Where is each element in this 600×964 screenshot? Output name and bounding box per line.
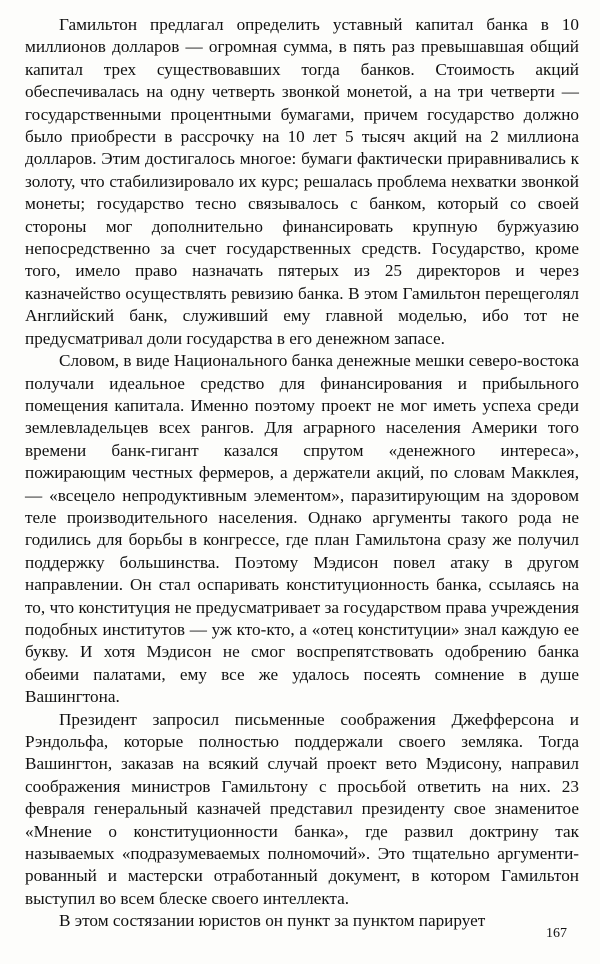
- body-text: [25, 14, 579, 933]
- paragraph-2: Словом, в виде Национального банка денежные мешки северо-востока получали идеальное средство для финансирования и прибыльного помещения капитала. Именно поэтому проект не мог иметь успеха среди землевладельцев всех рангов. Для аграрного населения Америки того времени банк-гигант казался спрутом «денежного интереса», пожирающим честных фермеров, а держатели акций, по словам Макклея, — «всецело непродуктивным элементом», паразитирующим на здоровом теле производительного населения. Однако аргументы такого рода не годились для борьбы в конгрессе, где план Гамильтона сразу же получил поддержку большинства. Поэтому Мэдисон повел атаку в другом направлении. Он стал оспаривать конституционность банка, ссылаясь на то, что конституция не предусматривает за государством права учреждения подобных институтов — уж кто-кто, а «отец конституции» знал каждую ее букву. И хотя Мэдисон не смог воспрепятствовать одобрению банка обеими палатами, ему все же удалось посеять сомнение в душе Вашингтона.: [25, 351, 579, 707]
- paragraph-4: В этом состязании юристов он пункт за пунктом парирует: [59, 911, 486, 931]
- page-number: 167: [546, 926, 567, 941]
- paragraph-1: Гамильтон предлагал определить уставный капитал банка в 10 миллионов долларов — огромная сумма, в пять раз превышавшая общий капитал трех существовавших тогда банков. Стоимость акций обеспечивалась на одну четверть звонкой монетой, а на три четверти — государственными процентными бумагами, причем государство должно было приобрести в рассрочку на 10 лет 5 тысяч акций на 2 миллиона долларов. Этим достигалось многое: бумаги фактически приравнивались к золоту, что стабилизировало их курс; решалась проблема нехватки звонкой монеты; государство тесно связывалось с банком, который со своей стороны мог дополнительно финансировать крупную буржуазию непосредственно за счет государственных средств. Государство, кроме того, имело право назначать пятерых из 25 директоров и через казначейство осуществлять ревизию банка. В этом Гамильтон перещеголял Английский банк, служивший ему главной моделью, ибо тот не предусматривал доли государства в его денежном запасе.: [25, 15, 579, 348]
- paragraph-3: Президент запросил письменные соображения Джефферсона и Рэндольфа, которые полностью поддержали своего земляка. Тогда Вашингтон, заказав на всякий случай проект вето Мэдисону, направил соображения министров Гамильтону с просьбой ответить на них. 23 февраля генеральный казначей представил президенту свое знаменитое «Мнение о конституционности банка», где развил доктрину так называемых «подразумеваемых полномочий». Это тщательно аргументированный и мастерски отработанный документ, в котором Гамильтон выступил во всем блеске своего интеллекта.: [25, 709, 579, 908]
